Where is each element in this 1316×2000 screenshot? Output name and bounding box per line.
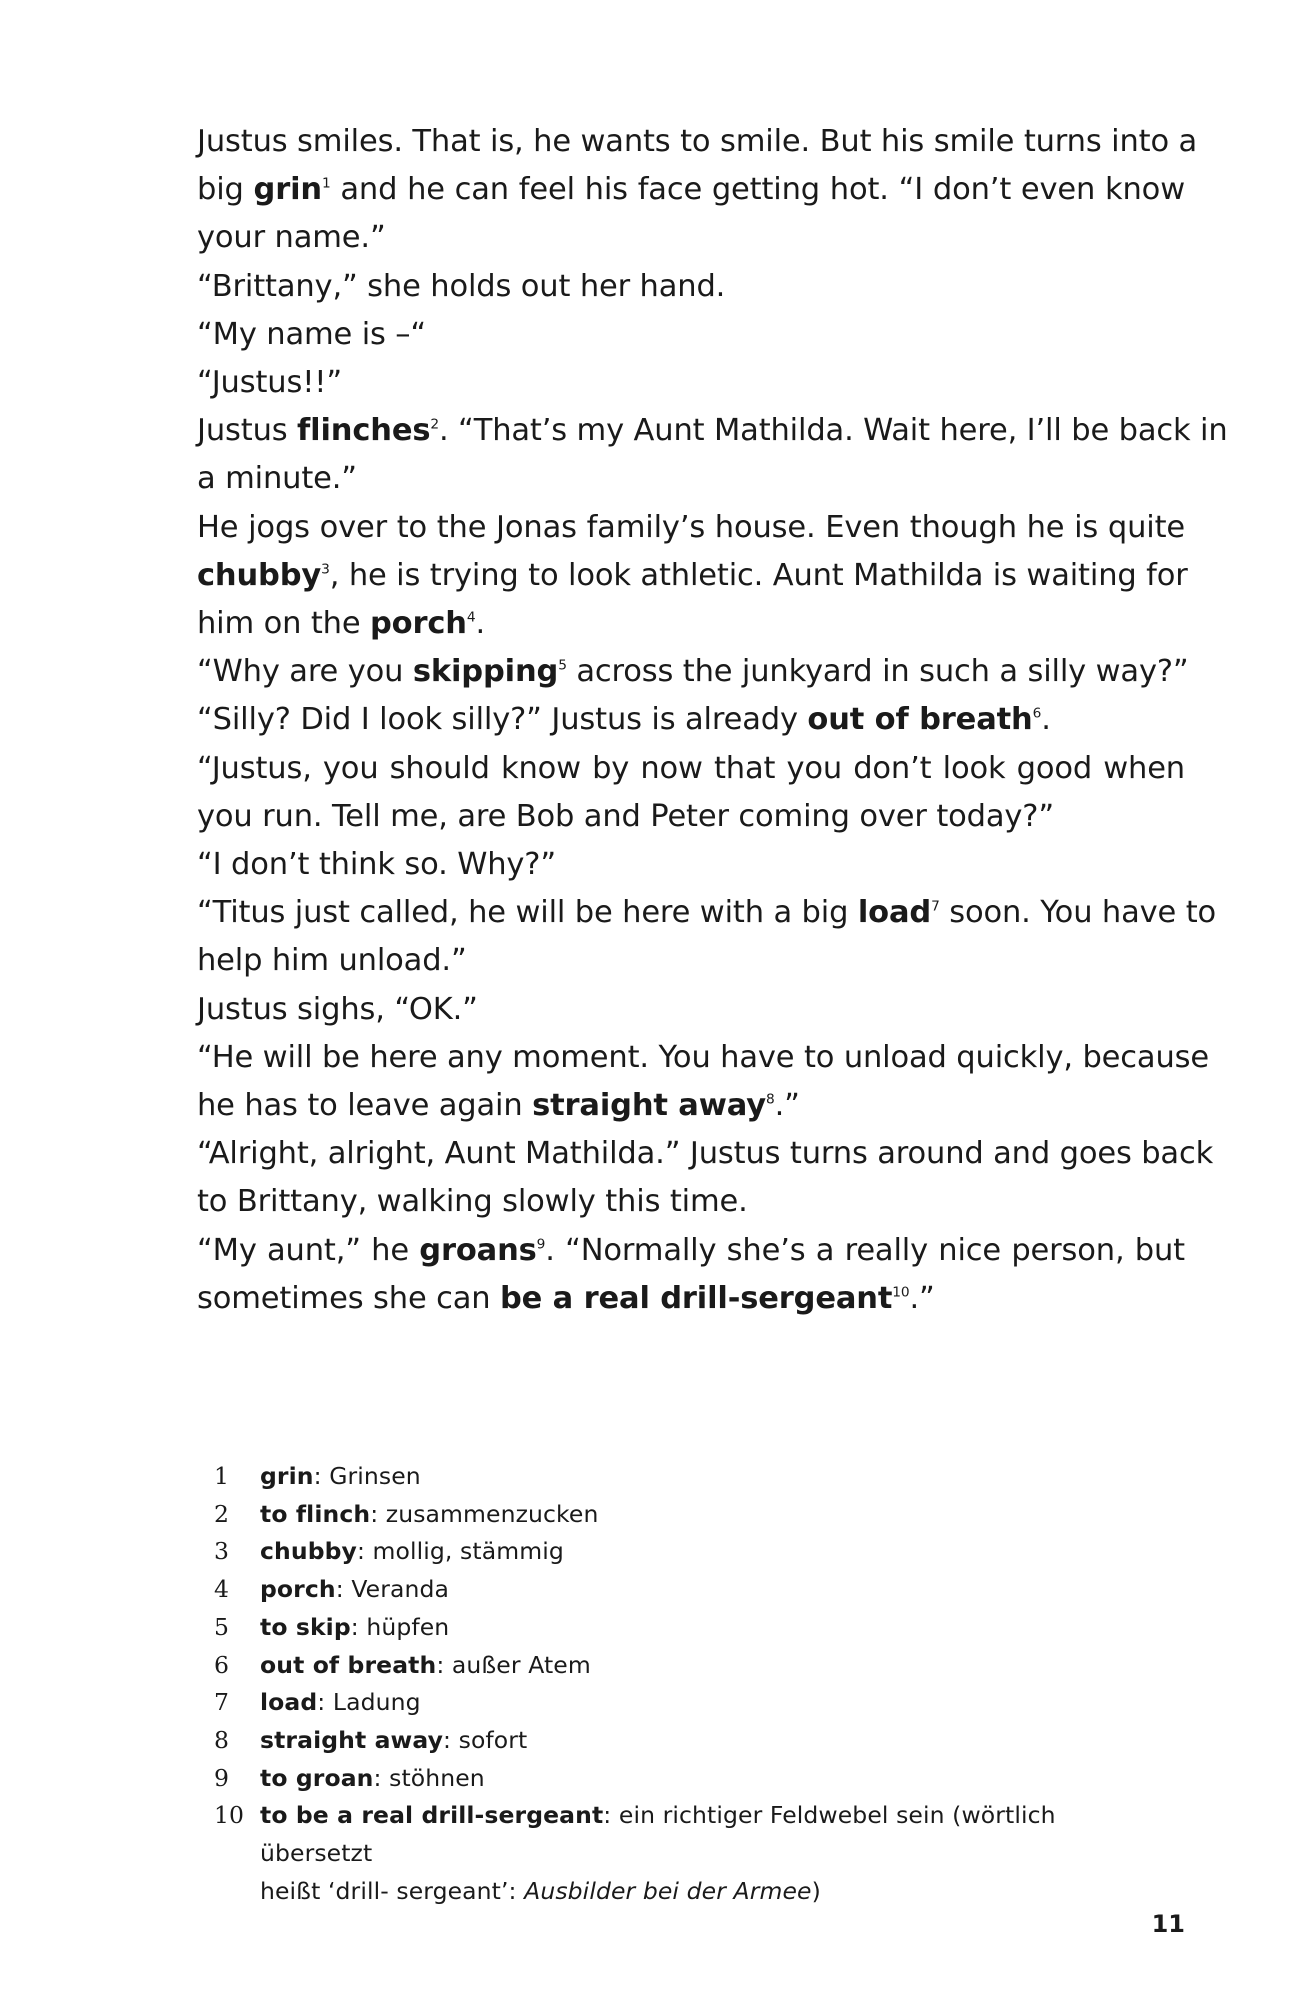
vocab-term: chubby (197, 557, 322, 593)
footnote-definition: mollig, stämmig (372, 1537, 564, 1566)
footnote-term: chubby (260, 1537, 357, 1566)
footnote-body: straight away: sofort (260, 1725, 528, 1754)
footnote-number: 4 (214, 1575, 230, 1604)
line-text: “Silly? Did I look silly?” Justus is already (197, 702, 808, 738)
vocab-term: grin (253, 172, 322, 208)
page-number: 11 (1151, 1910, 1185, 1938)
footnote-ref: 9 (536, 1236, 546, 1253)
footnote-definition: sofort (458, 1725, 528, 1754)
footnote-definition: Grinsen (329, 1462, 421, 1490)
story-line: to Brittany, walking slowly this time. (197, 1184, 748, 1220)
story-line: Justus smiles. That is, he wants to smile. But his smile turns into a (197, 124, 1198, 159)
story-line (197, 1082, 1185, 1130)
line-text: across the junkyard in such a silly way?” (566, 654, 1189, 690)
story-line: “Alright, alright, Aunt Mathilda.” Justus turns around and goes back (197, 1136, 1214, 1172)
vocab-term: be a real drill-sergeant (500, 1280, 893, 1316)
footnote-term: out of breath (260, 1650, 437, 1679)
story-line: “I don’t think so. Why?” (197, 847, 556, 883)
footnote-ref: 4 (466, 609, 476, 626)
footnote-ref: 3 (321, 561, 330, 578)
footnote-body: to be a real drill-sergeant: ein richtiger Feldwebel sein (wörtlich übersetzt (260, 1801, 1056, 1868)
footnote-item (214, 1609, 1174, 1647)
line-text: him on the (197, 606, 370, 642)
footnote-term: load (260, 1688, 318, 1717)
footnote-ref: 2 (430, 416, 439, 433)
line-text: . “That’s my Aunt Mathilda. Wait here, I’ll be back in (438, 413, 1228, 449)
footnote-body: load: Ladung (260, 1688, 421, 1717)
footnote-number: 3 (214, 1537, 230, 1566)
line-text: . (475, 606, 486, 642)
footnote-number: 10 (214, 1801, 245, 1830)
vocab-term: straight away (532, 1088, 766, 1124)
footnote-ref: 10 (892, 1284, 910, 1301)
footnote-definition: Ladung (332, 1688, 421, 1717)
line-text: .” (909, 1280, 935, 1316)
footnote-body: to skip: hüpfen (260, 1612, 450, 1641)
footnote-definition: ) (811, 1876, 821, 1905)
story-line: “My name is –“ (197, 316, 427, 352)
footnote-number: 6 (214, 1650, 230, 1679)
footnote-body: to groan: stöhnen (260, 1763, 485, 1792)
story-line (197, 648, 1189, 696)
story-line (197, 696, 1185, 744)
footnote-term: grin (260, 1462, 314, 1490)
line-text: big (197, 172, 254, 208)
footnote-ref: 7 (931, 898, 940, 915)
footnote-number: 2 (214, 1499, 230, 1528)
story-line: “Justus, you should know by now that you don’t look good when (197, 750, 1185, 786)
footnote-body: chubby: mollig, stämmig (260, 1537, 564, 1566)
line-text: . (1041, 702, 1051, 738)
line-text: sometimes she can (197, 1280, 500, 1316)
story-line: help him unload.” (197, 943, 467, 979)
line-text: “Why are you (197, 654, 413, 690)
footnote-item (214, 1760, 1174, 1798)
footnote-definition: außer Atem (451, 1650, 591, 1679)
footnote-item (214, 1496, 1174, 1534)
footnote-number: 7 (214, 1688, 230, 1717)
footnote-term: straight away (260, 1725, 444, 1754)
line-text: he has to leave again (197, 1088, 533, 1124)
footnote-definition: ein richtiger Feldwebel sein (wörtlich übersetzt (260, 1801, 1056, 1868)
vocab-term: out of breath (807, 702, 1033, 738)
vocab-term: groans (419, 1232, 537, 1268)
footnote-body: porch: Veranda (260, 1575, 449, 1604)
footnote-ref: 5 (558, 657, 567, 674)
footnote-number: 1 (214, 1462, 230, 1490)
footnote-number: 8 (214, 1725, 230, 1754)
story-line (197, 166, 1185, 214)
story-line: your name.” (197, 220, 386, 256)
story-line (197, 1275, 1185, 1323)
footnote-definition: hüpfen (366, 1612, 450, 1641)
vocab-term: skipping (412, 654, 559, 690)
story-line: “Brittany,” she holds out her hand. (197, 268, 726, 304)
footnote-ref: 1 (321, 175, 331, 192)
line-text: soon. You have to (939, 895, 1217, 931)
story-line (197, 889, 1217, 937)
footnote-term: porch (260, 1575, 336, 1604)
footnote-body: to flinch: zusammenzucken (260, 1499, 599, 1528)
vocab-term: porch (370, 606, 467, 642)
footnote-term: to groan (260, 1763, 374, 1792)
footnote-definition: zusammenzucken (385, 1499, 599, 1528)
footnote-ref: 8 (765, 1091, 775, 1108)
footnote-term: to skip (260, 1612, 351, 1641)
story-line: a minute.” (197, 461, 357, 497)
story-line (197, 407, 1228, 455)
vocab-term: load (857, 895, 932, 931)
line-text: and he can feel his face getting hot. “I don’t even know (330, 172, 1185, 208)
line-text: , he is trying to look athletic. Aunt Mathilda is waiting for (329, 557, 1188, 593)
line-text: .” (774, 1088, 800, 1124)
footnote-item (214, 1647, 1174, 1685)
story-line (197, 1227, 1185, 1275)
footnote-italic: Ausbilder bei der Armee (524, 1876, 812, 1905)
footnote-body: grin: Grinsen (260, 1462, 421, 1490)
line-text: “Titus just called, he will be here with a big (197, 895, 858, 931)
story-line: you run. Tell me, are Bob and Peter coming over today?” (197, 798, 1054, 834)
vocab-term: flinches (297, 413, 431, 449)
line-text: Justus (197, 413, 298, 449)
footnote-body: out of breath: außer Atem (260, 1650, 591, 1679)
story-line: “Justus!!” (197, 365, 343, 401)
footnote-continuation (214, 1873, 1174, 1911)
story-line (197, 600, 1185, 648)
footnote-item (214, 1722, 1174, 1760)
line-text: “My aunt,” he (197, 1232, 420, 1268)
footnote-number: 9 (214, 1763, 230, 1792)
story-line: He jogs over to the Jonas family’s house. Even though he is quite (197, 509, 1185, 545)
line-text: . “Normally she’s a really nice person, but (545, 1232, 1185, 1268)
footnote-item (214, 1458, 1174, 1496)
footnote-number: 5 (214, 1612, 230, 1641)
footnote-definition: stöhnen (389, 1763, 485, 1792)
footnote-ref: 6 (1032, 705, 1042, 722)
story-text (197, 118, 1228, 1323)
footnote-definition: Veranda (351, 1575, 449, 1604)
story-line: “He will be here any moment. You have to unload quickly, because (197, 1039, 1209, 1075)
footnotes (214, 1458, 1174, 1910)
footnote-item (214, 1533, 1174, 1571)
story-line (197, 552, 1188, 600)
footnote-item (214, 1571, 1174, 1609)
story-line: Justus sighs, “OK.” (197, 991, 478, 1027)
footnote-item (214, 1684, 1174, 1722)
footnote-term: to flinch (260, 1499, 371, 1528)
footnote-definition: heißt ‘drill- sergeant’: (260, 1876, 525, 1905)
footnote-term: to be a real drill-sergeant (260, 1801, 604, 1830)
footnote-item (214, 1797, 1174, 1872)
